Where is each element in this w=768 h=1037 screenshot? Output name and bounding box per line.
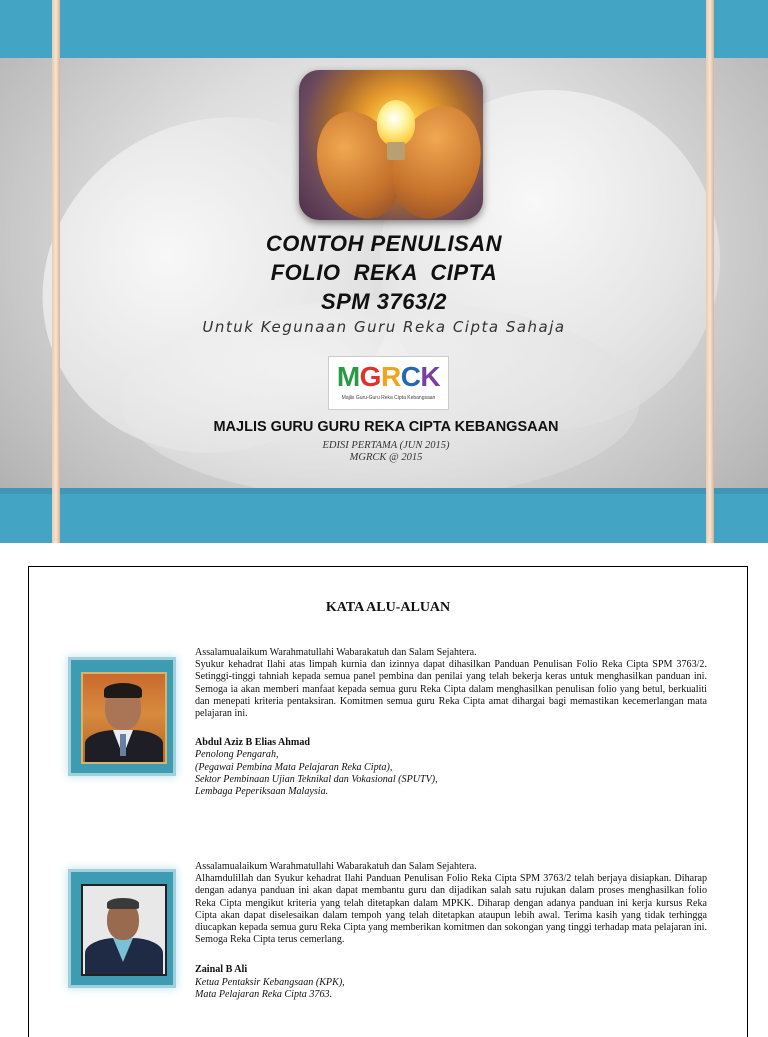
title-line-2: FOLIO REKA CIPTA — [270, 260, 498, 285]
signer-role: Mata Pelajaran Reka Cipta 3763. — [195, 988, 333, 1000]
copyright-text: MGRCK @ 2015 — [349, 452, 423, 463]
logo-letter-k: K — [420, 361, 441, 392]
foreword-page — [28, 566, 748, 1037]
message-body: Alhamdulillah dan Syukur kehadrat Ilahi Panduan Penulisan Folio Reka Cipta SPM 3763/2 telah berjaya disiapkan. Diharap dengan adanya panduan ini akan dapat membantu guru dan dijadikan salah satu rujukan dalam proses menghasilkan folio Reka Cipta mengikut kriteria yang telah ditetapkan dalam MPKK. Diharap dengan adanya panduan ini kerja kursus Reka Cipta akan dapat diselesaikan dalam tempoh yang telah ditetapkan ataupun lebih awal. Terima kasih yang tidak terhingga diucapkan kepada semua guru Reka Cipta yang memberikan komitmen dan sokongan yang tinggi terhadap mata pelajaran ini. Semoga Reka Cipta terus cemerlang. — [195, 873, 707, 946]
mgrck-logo — [328, 356, 449, 410]
greeting: Assalamualaikum Warahmatullahi Wabarakatuh dan Salam Sejahtera. — [195, 861, 477, 872]
lightbulb-icon — [377, 100, 415, 146]
top-band — [0, 0, 768, 58]
logo-letter-m: M — [336, 361, 360, 392]
portrait-photo-1 — [81, 672, 167, 764]
signer-name: Zainal B Ali — [195, 964, 248, 976]
mgrck-wordmark — [329, 360, 448, 394]
signer-role: Penolong Pengarah, — [195, 749, 279, 761]
portrait-photo-2 — [81, 884, 167, 976]
bottom-band — [0, 488, 768, 543]
title-line-1: CONTOH PENULISAN — [265, 231, 503, 256]
logo-letter-r: R — [380, 361, 401, 392]
signer-role: Ketua Pentaksir Kebangsaan (KPK), — [195, 976, 345, 988]
photo-frame-1 — [71, 660, 173, 773]
signer-role: (Pegawai Pembina Mata Pelajaran Reka Cipta), — [195, 761, 393, 773]
edition-text: EDISI PERTAMA (JUN 2015) — [322, 440, 450, 451]
signer-name: Abdul Aziz B Elias Ahmad — [195, 737, 310, 749]
logo-letter-g: G — [359, 361, 381, 392]
logo-letter-c: C — [400, 361, 421, 392]
message-body: Syukur kehadrat Ilahi atas limpah kurnia dan izinnya dapat dihasilkan Panduan Penulisan Folio Reka Cipta SPM 3763/2. Setinggi-tinggi tahniah kepada semua panel pembina dan penilai yang telah bekerja keras untuk menghasilkan panduan ini. Semoga ia akan memberi manfaat kepada semua guru Reka Cipta dalam menghasilkan penulisan folio yang betul, berkualiti dan menepati kriteria pentaksiran. Komitmen semua guru Reka Cipta amat dihargai bagi memastikan kecemerlangan mata pelajaran ini. — [195, 659, 707, 720]
title-line-3: SPM 3763/2 — [320, 289, 448, 314]
signer-role: Lembaga Peperiksaan Malaysia. — [195, 786, 329, 798]
foreword-message-1 — [195, 647, 707, 798]
photo-frame-2 — [71, 872, 173, 985]
foreword-message-2 — [195, 861, 707, 1001]
page-title: KATA ALU-ALUAN — [325, 600, 451, 615]
cover-title — [0, 229, 768, 316]
cover-subtitle: Untuk Kegunaan Guru Reka Cipta Sahaja — [202, 318, 566, 336]
signer-role: Sektor Pembinaan Ujian Teknikal dan Vokasional (SPUTV), — [195, 773, 438, 785]
mgrck-tagline: Majlis Guru-Guru Reka Cipta Kebangsaan — [341, 395, 436, 401]
organization-name: MAJLIS GURU GURU REKA CIPTA KEBANGSAAN — [213, 419, 559, 435]
lightbulb-in-hands-icon — [299, 70, 483, 220]
greeting: Assalamualaikum Warahmatullahi Wabarakatuh dan Salam Sejahtera. — [195, 647, 477, 658]
